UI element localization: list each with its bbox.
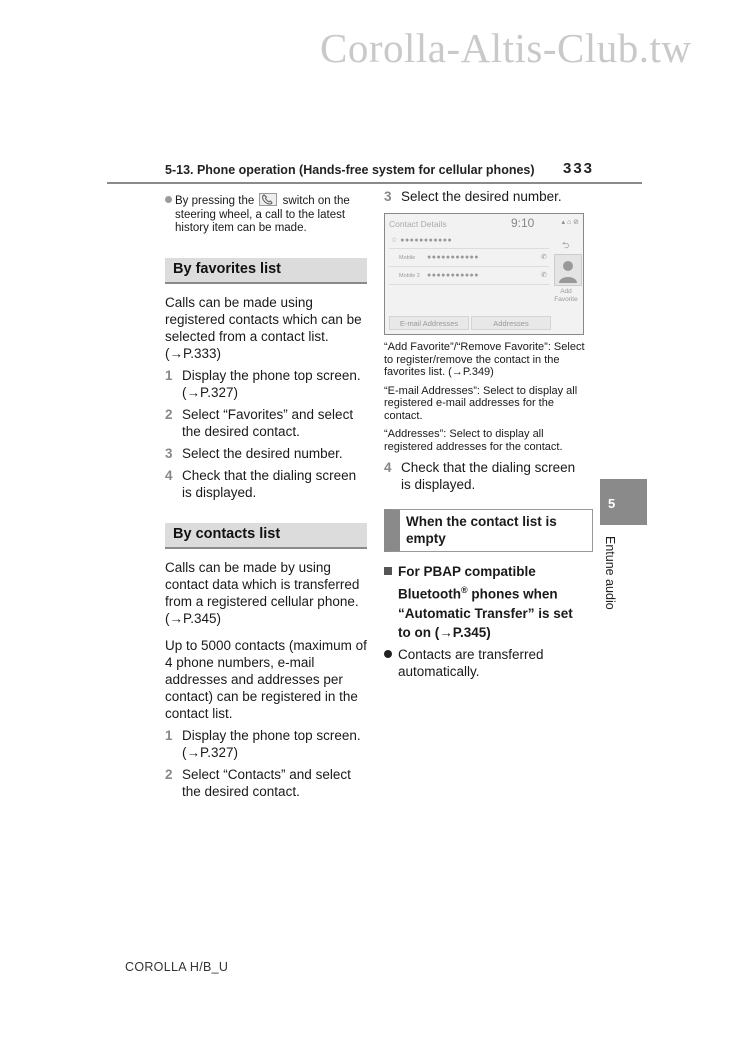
contact-details-screenshot [384,213,584,335]
screen-clock: 9:10 [511,216,535,230]
pbap-heading: For PBAP compatible Bluetooth® phones when “Automatic Transfer” is set to on (→P.345) [384,562,587,642]
right-column [384,188,587,680]
square-bullet-icon [384,567,392,575]
watermark-text: Corolla-Altis-Club.tw [320,25,692,71]
caption-email: “E-mail Addresses”: Select to display all registered e-mail addresses for the contact. [384,384,578,422]
favorites-step: 4 Check that the dialing screen is displayed. [165,467,357,500]
dialing-check-step: 4 Check that the dialing screen is displayed. [384,460,576,492]
contact-avatar-icon [554,254,582,286]
number-row: Mobile 2 ●●●●●●●●●●● ✆ [389,270,549,285]
favorites-step: 1 Display the phone top screen. (→P.327) [165,367,361,400]
favorites-intro: Calls can be made using registered contacts which can be selected from a contact list. (→P.333) [165,294,362,361]
auto-transfer-item: Contacts are transferred automatically. [384,646,587,680]
footer-model: COROLLA H/B_U [125,960,229,974]
empty-contact-list-box: When the contact list is empty [384,509,593,552]
header-divider [107,182,642,184]
status-icons: ▴ ⌂ ⊘ [561,219,579,226]
email-addresses-button: E-mail Addresses [389,316,469,330]
phone-switch-icon [259,193,277,206]
phone-icon: ✆ [541,272,547,279]
back-icon: ⮌ [562,240,570,250]
favorites-step: 3 Select the desired number. [165,445,343,461]
screen-title: Contact Details [389,219,447,229]
contacts-step: 2 Select “Contacts” and select the desired contact. [165,766,351,799]
caption-addresses: “Addresses”: Select to display all registered addresses for the contact. [384,428,563,453]
number-row: Mobile ●●●●●●●●●●● ✆ [389,252,549,267]
select-number-step: 3 Select the desired number. [384,189,562,204]
chapter-tab: 5 [600,479,647,525]
contacts-capacity: Up to 5000 contacts (maximum of 4 phone numbers, e-mail addresses and addresses per contact) can be registered in the contact list. [165,637,367,721]
contacts-heading: By contacts list [165,523,367,549]
caption-add-favorite: “Add Favorite”/“Remove Favorite”: Select to register/remove the contact in the favorites list. (→P.349) [384,341,585,378]
left-column [165,193,367,800]
section-title: 5-13. Phone operation (Hands-free system for cellular phones) [165,163,535,177]
contact-name-row: ☆ ●●●●●●●●●●● [389,234,549,249]
contacts-intro: Calls can be made by using contact data which is transferred from a registered cellular phone. (→P.345) [165,559,360,626]
favorites-heading: By favorites list [165,258,367,284]
add-favorite-label: Add Favorite [554,288,578,303]
addresses-button: Addresses [471,316,551,330]
bullet-icon [384,650,392,658]
phone-icon: ✆ [541,254,547,261]
favorites-step: 2 Select “Favorites” and select the desired contact. [165,406,354,439]
contacts-step: 1 Display the phone top screen. (→P.327) [165,727,361,760]
page-number: 333 [563,160,595,177]
bullet-icon [165,196,172,203]
steering-switch-note: By pressing the switch on the steering wheel, a call to the latest history item can be made. [165,193,367,236]
chapter-label: Entune audio [603,536,617,610]
